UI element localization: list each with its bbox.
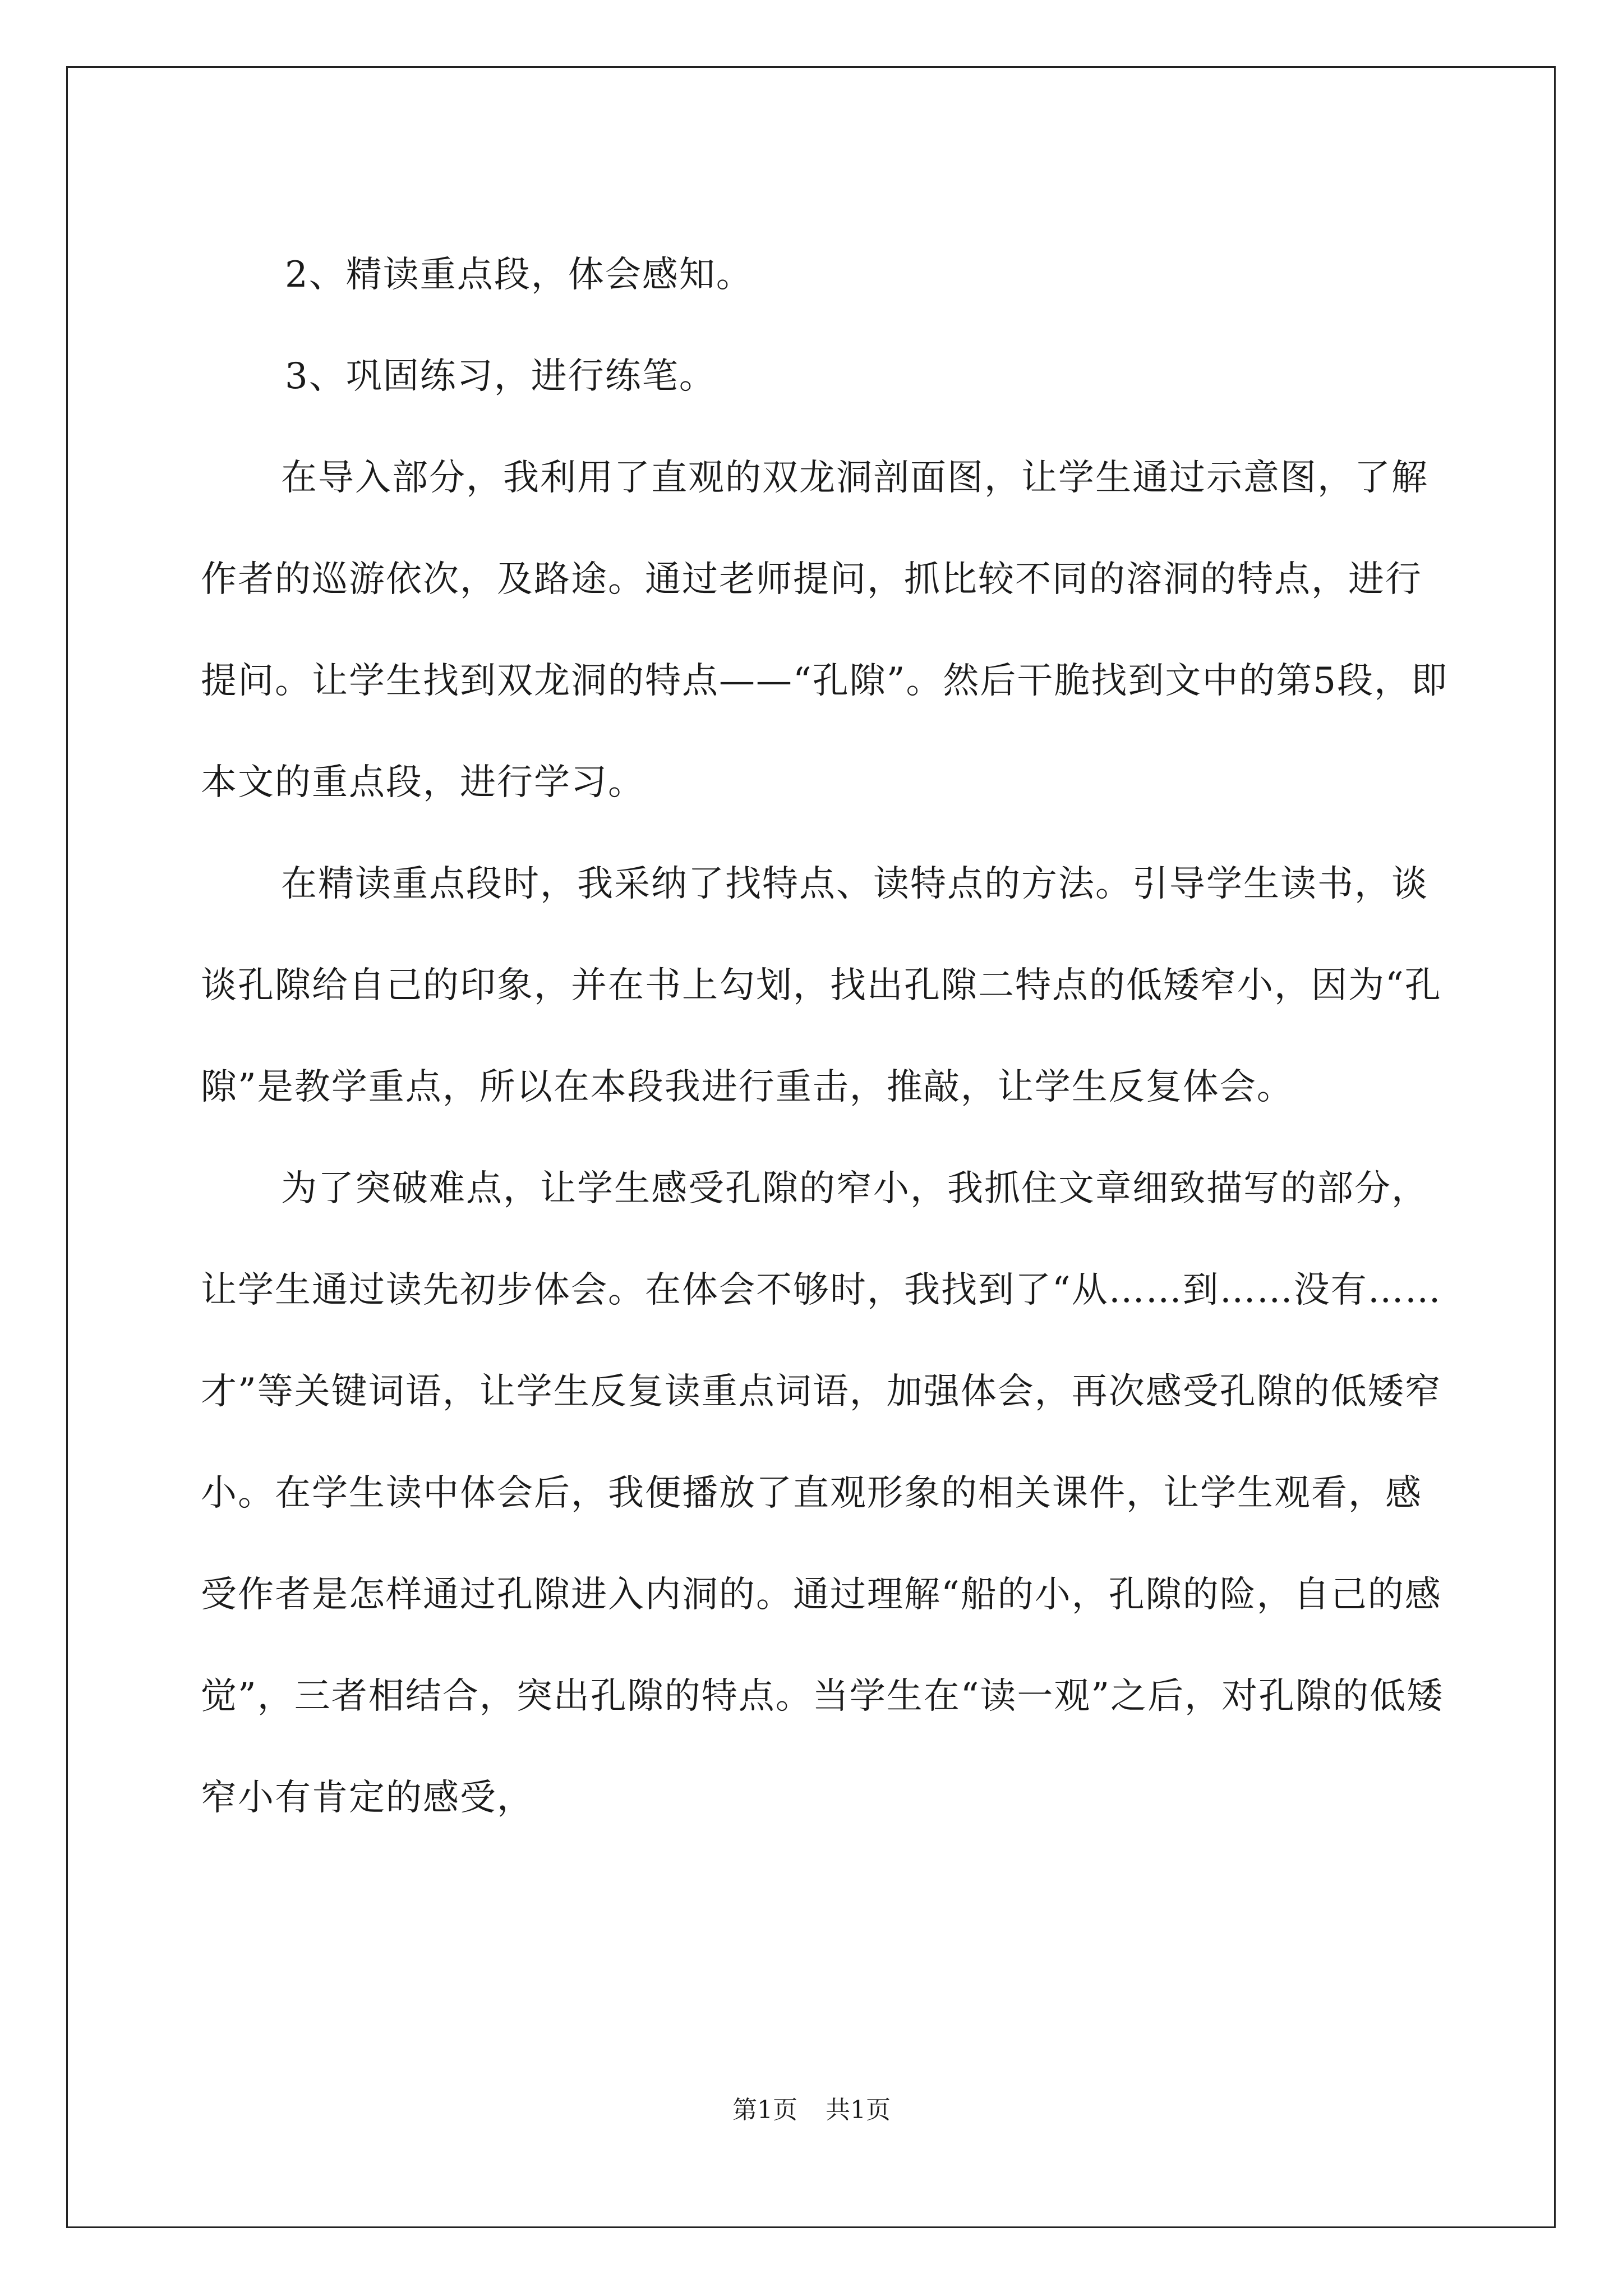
paragraph-4: 在精读重点段时，我采纳了找特点、读特点的方法。引导学生读书，谈谈孔隙给自己的印象，并在书上勾划，找出孔隙二特点的低矮窄小，因为“孔隙”是教学重点，所以在本段我进行重击，推敲，让学生反复体会。 — [201, 863, 1442, 1108]
paragraph-3: 在导入部分，我利用了直观的双龙洞剖面图，让学生通过示意图，了解作者的巡游依次，及路途。通过老师提问，抓比较不同的溶洞的特点，进行提问。让学生找到双龙洞的特点——“孔隙”。然后干脆找到文中的第5段，即本文的重点段，进行学习。 — [201, 457, 1449, 803]
paragraph-2: 3、巩固练习，进行练笔。 — [285, 356, 716, 397]
page-footer — [0, 2090, 1623, 2125]
paragraph-1: 2、精读重点段，体会感知。 — [285, 254, 753, 296]
page-total: 共1页 — [826, 2096, 891, 2124]
document-body — [201, 224, 1451, 1849]
page-number: 第1页 — [732, 2096, 797, 2124]
paragraph-5: 为了突破难点，让学生感受孔隙的窄小，我抓住文章细致描写的部分，让学生通过读先初步体会。在体会不够时，我找到了“从……到……没有……才”等关键词语，让学生反复读重点词语，加强体会，再次感受孔隙的低矮窄小。在学生读中体会后，我便播放了直观形象的相关课件，让学生观看，感受作者是怎样通过孔隙进入内洞的。通过理解“船的小，孔隙的险，自己的感觉”，三者相结合，突出孔隙的特点。当学生在“读一观”之后，对孔隙的低矮窄小有肯定的感受， — [201, 1168, 1444, 1819]
